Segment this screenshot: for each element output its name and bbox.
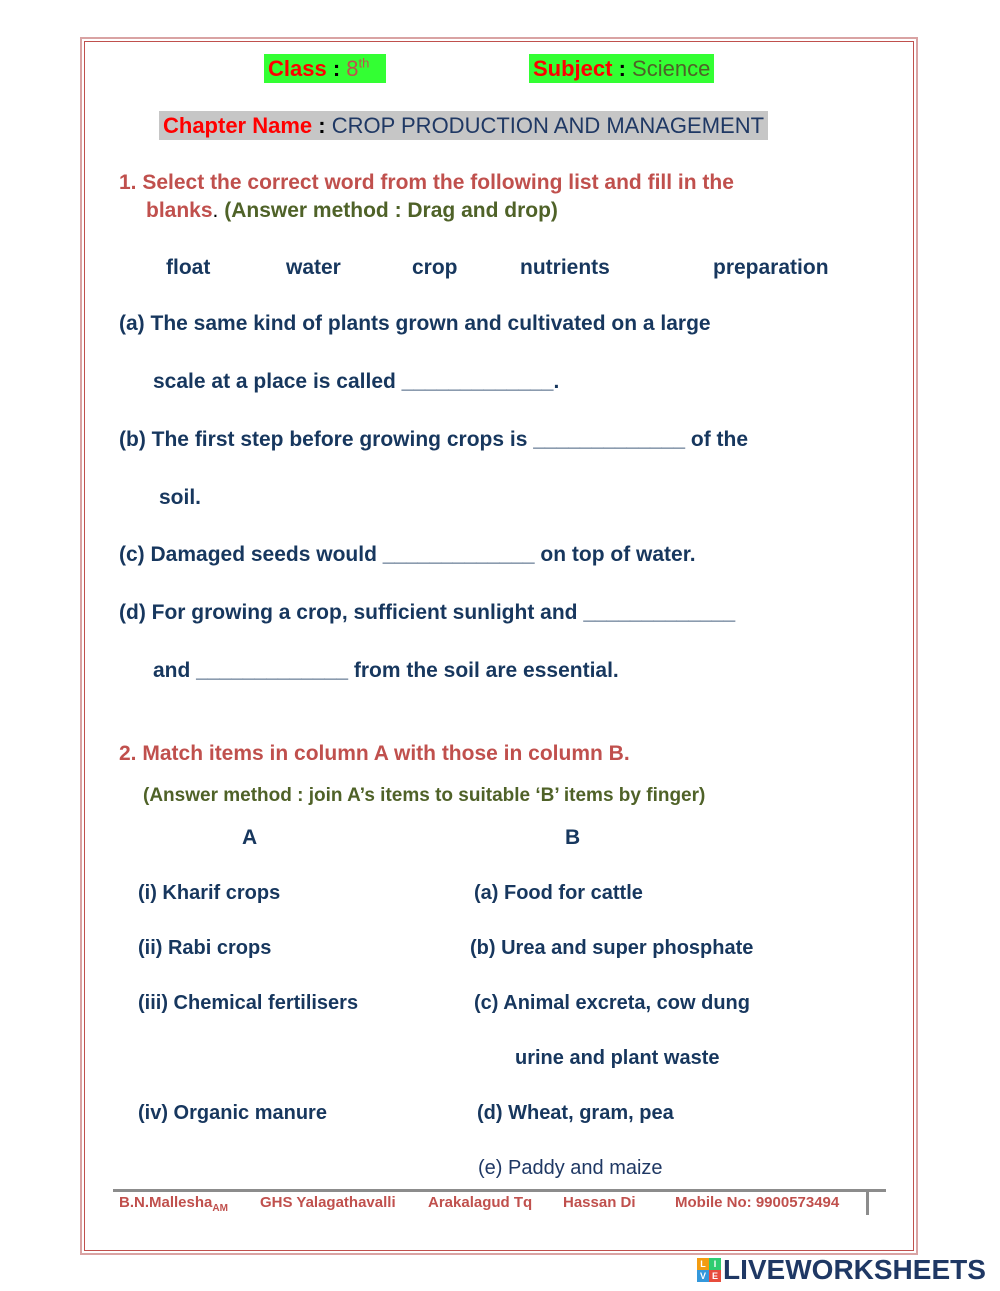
b-item-e[interactable]: (e) Paddy and maize [478,1157,663,1179]
footer-author [119,1194,228,1214]
chapter-sep: : [318,113,326,138]
b-item-c[interactable]: (c) Animal excreta, cow dung [474,992,750,1014]
q1-a-line1: (a) The same kind of plants grown and cultivated on a large [119,312,711,335]
q1-b-line1: (b) The first step before growing crops is _____________ of the [119,428,749,451]
column-b-header: B [565,826,581,849]
q1-a-line2: scale at a place is called _____________. [153,370,560,393]
q1-c-line1: (c) Damaged seeds would _____________ on top of water. [119,543,696,566]
footer-school: GHS Yalagathavalli [260,1194,396,1211]
chapter-label: Chapter Name [163,113,313,138]
liveworksheets-logo[interactable] [697,1255,986,1285]
a-item-kharif[interactable]: (i) Kharif crops [138,882,281,904]
footer-taluk: Arakalagud Tq [428,1194,533,1211]
a-item-chemical[interactable]: (iii) Chemical fertilisers [138,992,359,1014]
q1-number: 1. [119,171,137,194]
liveworksheets-logo-icon [697,1258,721,1282]
class-sup: th [358,56,370,71]
class-sep: : [332,56,341,82]
word-nutrients[interactable]: nutrients [520,256,610,279]
logo-letter-v: V [697,1270,709,1282]
q2-title: 2. Match items in column A with those in column B. [119,742,630,765]
q2-method: (Answer method : join A’s items to suitable ‘B’ items by finger) [143,785,706,806]
footer-district: Hassan Di [563,1194,636,1211]
class-label-box [264,56,386,82]
logo-letter-i: I [709,1258,721,1270]
class-value: 8 [346,56,359,82]
class-label: Class [268,56,327,82]
a-item-rabi[interactable]: (ii) Rabi crops [138,937,272,959]
b-item-c-cont: urine and plant waste [515,1047,720,1069]
logo-letter-l: L [697,1258,709,1270]
liveworksheets-wordmark: LIVEWORKSHEETS [723,1254,986,1285]
word-crop[interactable]: crop [412,256,458,279]
q1-instruction-text: Select the correct word from the following list and fill in the [142,171,734,194]
chapter-value: CROP PRODUCTION AND MANAGEMENT [331,113,765,138]
chapter-box [159,113,768,139]
footer-rule-end [866,1191,869,1215]
q1-b-line2: soil. [159,486,202,509]
q1-d-line1: (d) For growing a crop, sufficient sunlight and _____________ [119,601,736,624]
word-preparation[interactable]: preparation [713,256,829,279]
b-item-a[interactable]: (a) Food for cattle [474,882,643,904]
q1-instruction-line1 [119,171,734,195]
footer-mobile: Mobile No: 9900573494 [675,1194,840,1211]
column-a-header: A [242,826,258,849]
q1-method: (Answer method : Drag and drop) [224,199,558,222]
subject-label-box [529,56,714,82]
b-item-d[interactable]: (d) Wheat, gram, pea [477,1102,674,1124]
footer-author-name: B.N.Mallesha [119,1194,213,1211]
subject-value: Science [632,56,711,81]
q1-instruction-text2: blanks [146,199,213,222]
a-item-organic[interactable]: (iv) Organic manure [138,1102,327,1124]
b-item-b[interactable]: (b) Urea and super phosphate [470,937,754,959]
q1-dot: . [212,199,219,222]
subject-label: Subject [533,56,613,81]
footer-author-sub: AM [212,1203,228,1214]
word-water[interactable]: water [286,256,341,279]
q1-instruction-line2 [146,199,558,223]
q1-d-line2: and _____________ from the soil are essential. [153,659,619,682]
subject-sep: : [618,56,626,81]
footer-rule [113,1189,886,1192]
logo-letter-e: E [709,1270,721,1282]
word-float[interactable]: float [166,256,211,279]
